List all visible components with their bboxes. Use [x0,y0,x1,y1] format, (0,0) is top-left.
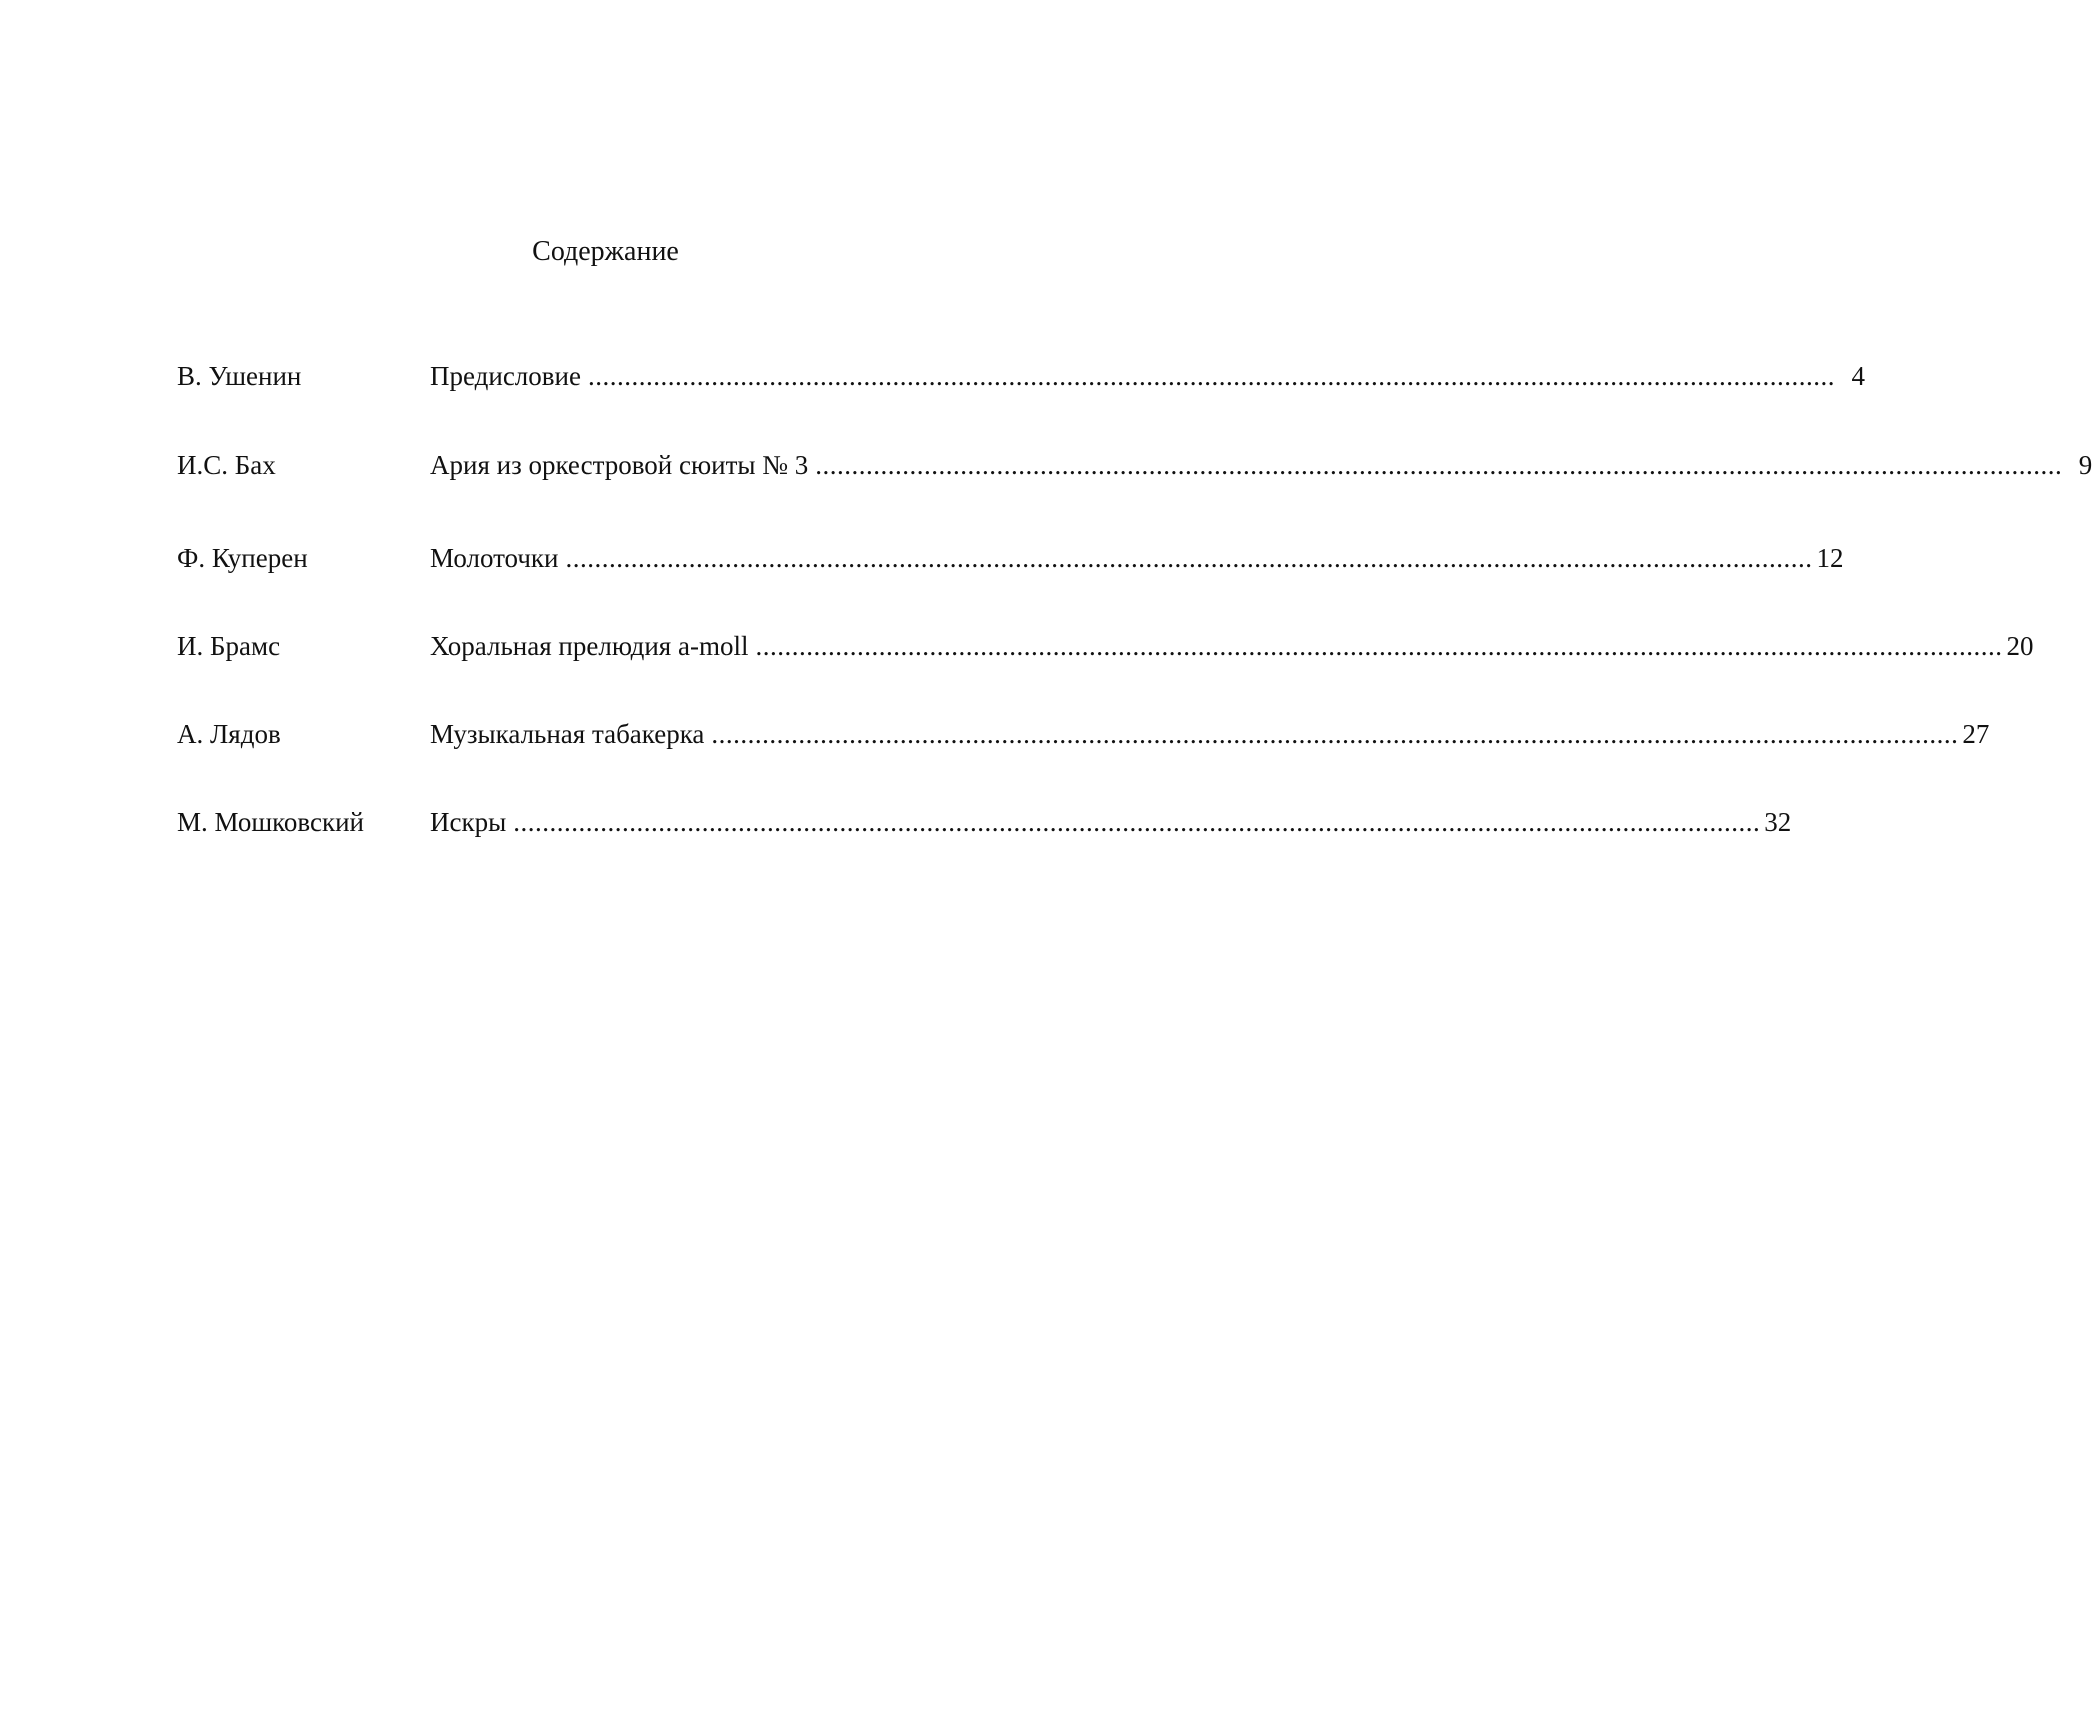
toc-entry [177,356,1865,396]
toc-entry-line [430,356,1865,396]
toc-entry-line [430,802,1792,842]
toc-author: И.С. Бах [177,450,276,480]
toc-title: Ария из оркестровой сюиты № 3 [430,450,809,480]
toc-title: Музыкальная табакерка [430,719,705,749]
toc-author: И. Брамс [177,631,281,661]
toc-page-number: 4 [1851,361,1865,391]
toc-entry-line [430,538,1844,578]
toc-title: Предисловие [430,361,581,391]
toc-author: А. Лядов [177,719,281,749]
toc-author: М. Мошковский [177,807,364,837]
dot-leader: ............................................................................................................................................................................ [815,450,2063,480]
dot-leader: ............................................................................................................................................................................ [587,361,1835,391]
dot-leader: ............................................................................................................................................................................ [755,631,2003,661]
toc-page-number: 20 [2006,631,2034,661]
toc-page-number: 12 [1816,543,1844,573]
toc-entry [177,714,1990,754]
toc-title: Хоральная прелюдия a-moll [430,631,749,661]
toc-author: Ф. Куперен [177,543,308,573]
page-title: Содержание [532,236,679,267]
toc-entry-line [430,714,1990,754]
toc-title: Искры [430,807,507,837]
toc-title: Молоточки [430,543,559,573]
dot-leader: ............................................................................................................................................................................ [565,543,1813,573]
toc-page-number: 32 [1764,807,1792,837]
toc-page-number: 9 [2078,450,2092,480]
toc-entry [177,802,1792,842]
dot-leader: ............................................................................................................................................................................ [711,719,1959,749]
toc-entry [177,538,1844,578]
toc-author: В. Ушенин [177,361,302,391]
toc-entry-line [430,445,2092,485]
dot-leader: ............................................................................................................................................................................ [513,807,1761,837]
toc-entry-line [430,626,2034,666]
toc-entry [177,626,2034,666]
toc-page-number: 27 [1962,719,1990,749]
toc-entry [177,445,2092,485]
